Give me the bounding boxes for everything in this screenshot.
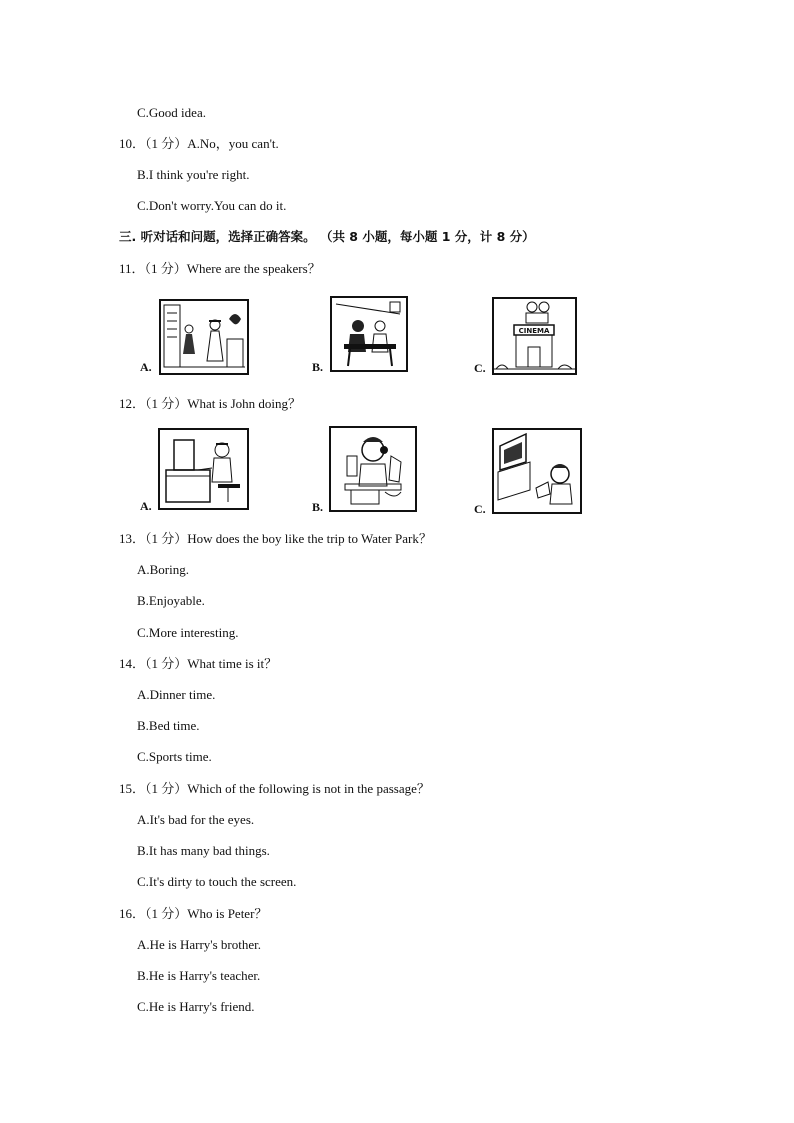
reading-boy-icon — [329, 426, 417, 512]
q10-option-b: B.I think you're right. — [137, 167, 250, 182]
q11-label-b: B. — [312, 360, 324, 374]
section-3-heading: 三. 听对话和问题，选择正确答案。 （共 8 小题，每小题 1 分，计 8 分） — [119, 229, 535, 244]
q16-option-a: A.He is Harry's brother. — [137, 937, 262, 952]
watching-tv-icon — [492, 428, 582, 514]
q13-option-c: C.More interesting. — [137, 625, 239, 640]
computer-user-icon — [158, 428, 249, 510]
q15-option-a: A.It's bad for the eyes. — [137, 812, 255, 827]
q13-option-b: B.Enjoyable. — [137, 593, 205, 608]
cinema-building-icon — [492, 297, 577, 375]
q11-label-a: A. — [140, 360, 152, 374]
q15-option-b: B.It has many bad things. — [137, 843, 270, 858]
q12-label-c: C. — [474, 502, 486, 516]
q12-label-a: A. — [140, 499, 152, 513]
q16-option-b: B.He is Harry's teacher. — [137, 968, 261, 983]
q10-stem: 10．（1 分）A.No，you can't. — [119, 136, 279, 151]
q10-option-c: C.Don't worry.You can do it. — [137, 198, 287, 213]
q14-option-c: C.Sports time. — [137, 749, 212, 764]
q12-label-b: B. — [312, 500, 324, 514]
q11-stem: 11．（1 分）Where are the speakers？ — [119, 261, 321, 276]
q11-label-c: C. — [474, 361, 486, 375]
q12-stem: 12．（1 分）What is John doing？ — [119, 396, 301, 411]
shop-scene-icon — [159, 299, 249, 375]
q15-option-c: C.It's dirty to touch the screen. — [137, 874, 297, 889]
q13-option-a: A.Boring. — [137, 562, 189, 577]
q13-stem: 13．（1 分）How does the boy like the trip to Water Park？ — [119, 531, 432, 546]
q14-option-a: A.Dinner time. — [137, 687, 216, 702]
q15-stem: 15．（1 分）Which of the following is not in the passage？ — [119, 781, 430, 796]
q14-stem: 14．（1 分）What time is it？ — [119, 656, 278, 671]
q16-option-c: C.He is Harry's friend. — [137, 999, 255, 1014]
q9-option-c: C.Good idea. — [137, 105, 206, 120]
q16-stem: 16．（1 分）Who is Peter？ — [119, 906, 268, 921]
restaurant-scene-icon — [330, 296, 408, 372]
q14-option-b: B.Bed time. — [137, 718, 200, 733]
cinema-sign-text: CINEMA — [518, 327, 550, 335]
